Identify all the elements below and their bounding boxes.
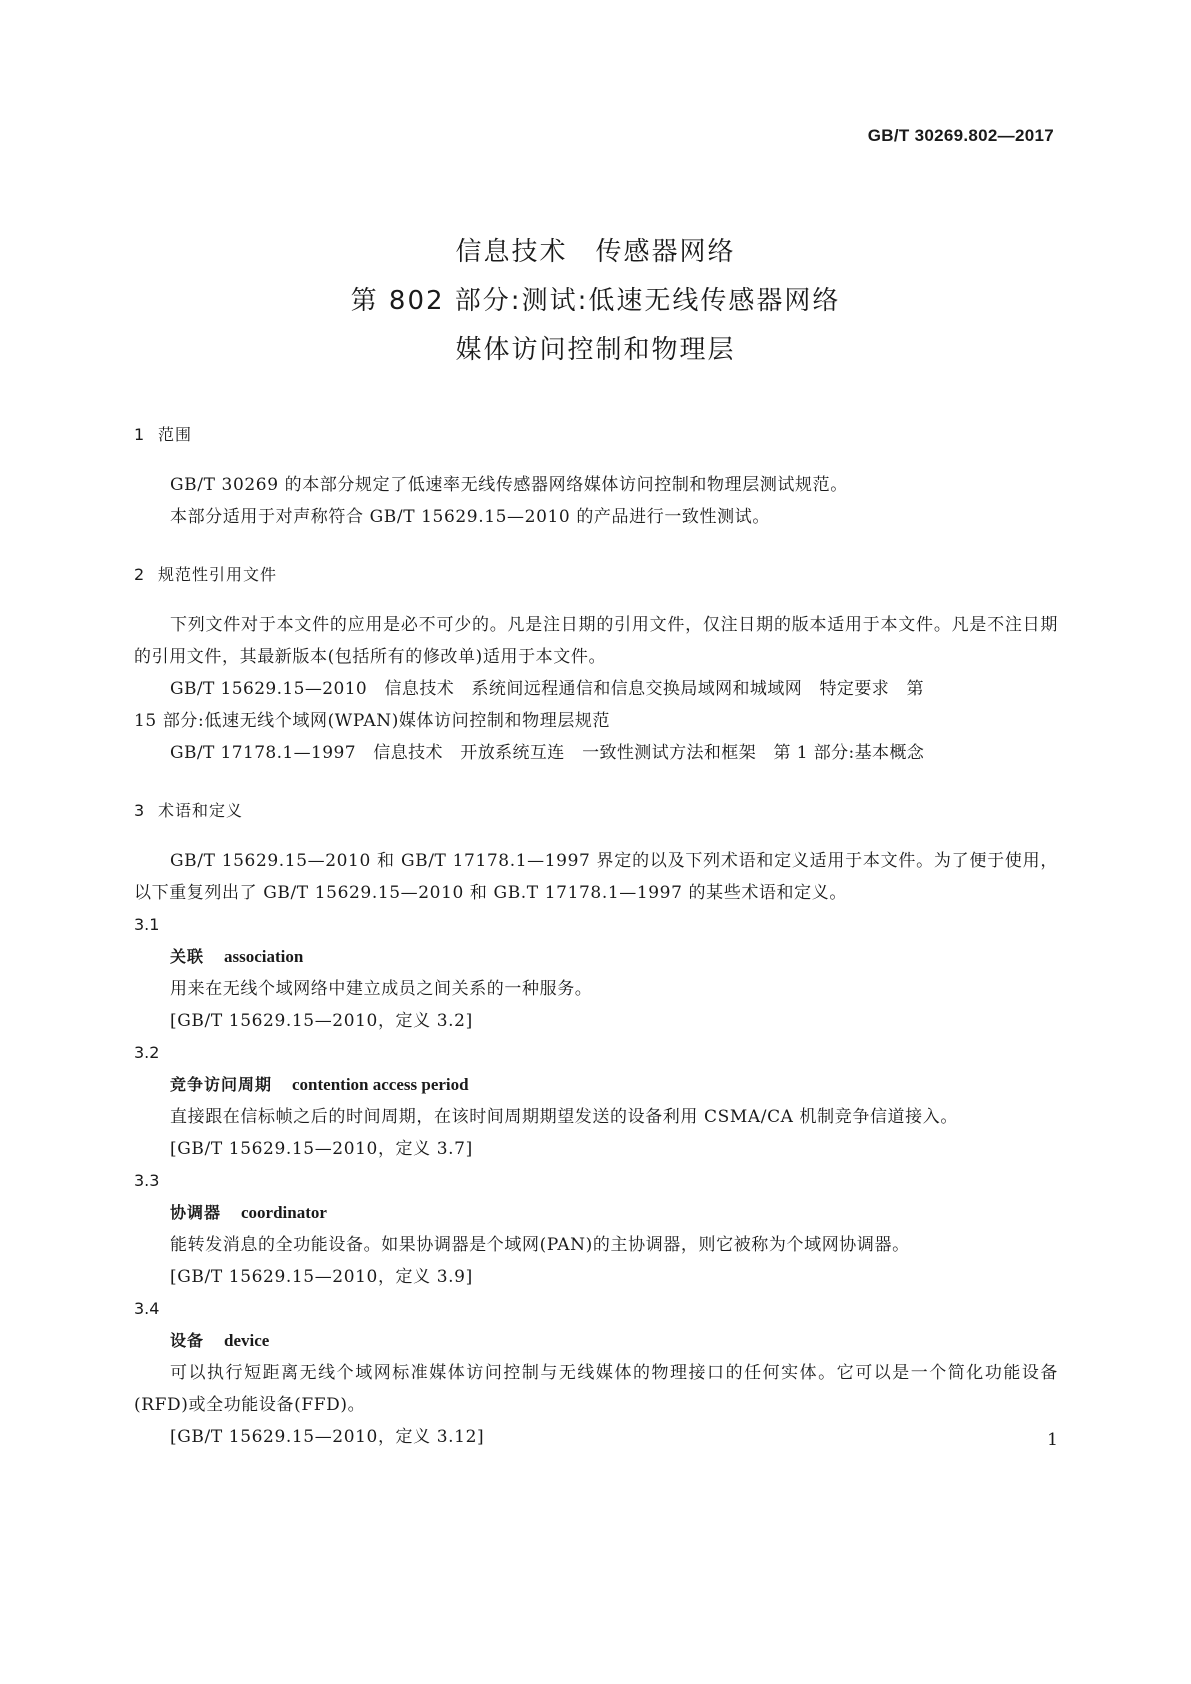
term-name (170, 1197, 1058, 1229)
term-chinese: 协调器 (170, 1203, 222, 1222)
document-title (0, 228, 1191, 375)
term-definition: 可以执行短距离无线个域网标准媒体访问控制与无线媒体的物理接口的任何实体。它可以是一个简化功能设备(RFD)或全功能设备(FFD)。 (134, 1363, 1058, 1415)
section-title: 规范性引用文件 (158, 565, 278, 584)
term-definition: 能转发消息的全功能设备。如果协调器是个域网(PAN)的主协调器，则它被称为个域网协调器。 (170, 1235, 910, 1255)
section-title: 范围 (158, 425, 193, 444)
section-number: 1 (134, 425, 146, 444)
references-intro: 下列文件对于本文件的应用是必不可少的。凡是注日期的引用文件，仅注日期的版本适用于本文件。凡是不注日期的引用文件，其最新版本(包括所有的修改单)适用于本文件。 (134, 615, 1058, 667)
term-definition: 直接跟在信标帧之后的时间周期，在该时间周期期望发送的设备利用 CSMA/CA 机制竞争信道接入。 (170, 1107, 958, 1127)
term-definition: 用来在无线个域网络中建立成员之间关系的一种服务。 (170, 979, 593, 999)
title-line-2: 第 802 部分:测试:低速无线传感器网络 (350, 286, 841, 316)
term-chinese: 设备 (170, 1331, 205, 1350)
term-chinese: 关联 (170, 947, 205, 966)
term-english: association (224, 947, 304, 966)
section-number: 3 (134, 801, 146, 820)
standard-number: GB/T 30269.802—2017 (867, 126, 1054, 145)
term-number: 3.1 (134, 915, 160, 934)
terms-intro: GB/T 15629.15—2010 和 GB/T 17178.1—1997 界定的以及下列术语和定义适用于本文件。为了便于使用，以下重复列出了 GB/T 15629.15—2010 和 GB.T 17178.1—1997 的某些术语和定义。 (134, 851, 1058, 903)
term-number: 3.2 (134, 1043, 160, 1062)
term-source: [GB/T 15629.15—2010，定义 3.9] (170, 1267, 473, 1287)
term-source: [GB/T 15629.15—2010，定义 3.7] (170, 1139, 473, 1159)
section-2-heading (134, 559, 1058, 591)
section-3-heading (134, 795, 1058, 827)
reference-1-line-2: 15 部分:低速无线个域网(WPAN)媒体访问控制和物理层规范 (134, 711, 611, 731)
title-line-1: 信息技术 传感器网络 (455, 237, 736, 267)
term-chinese: 竞争访问周期 (170, 1075, 273, 1094)
title-line-3: 媒体访问控制和物理层 (455, 335, 736, 365)
term-name (170, 1325, 1058, 1357)
term-name (170, 1069, 1058, 1101)
scope-paragraph-1: GB/T 30269 的本部分规定了低速率无线传感器网络媒体访问控制和物理层测试规范。 (170, 475, 848, 495)
term-number: 3.4 (134, 1299, 160, 1318)
term-number: 3.3 (134, 1171, 160, 1190)
page-number: 1 (1047, 1430, 1058, 1450)
reference-1-line-1: GB/T 15629.15—2010 信息技术 系统间远程通信和信息交换局域网和城域网 特定要求 第 (170, 679, 924, 699)
term-name (170, 941, 1058, 973)
reference-2: GB/T 17178.1—1997 信息技术 开放系统互连 一致性测试方法和框架 第 1 部分:基本概念 (170, 743, 925, 763)
scope-paragraph-2: 本部分适用于对声称符合 GB/T 15629.15—2010 的产品进行一致性测试。 (170, 507, 770, 527)
section-number: 2 (134, 565, 146, 584)
section-1-heading (134, 419, 1058, 451)
term-source: [GB/T 15629.15—2010，定义 3.2] (170, 1011, 473, 1031)
term-english: coordinator (241, 1203, 327, 1222)
term-english: contention access period (292, 1075, 469, 1094)
term-source: [GB/T 15629.15—2010，定义 3.12] (170, 1427, 485, 1447)
section-title: 术语和定义 (158, 801, 244, 820)
term-english: device (224, 1331, 270, 1350)
document-body (134, 419, 1058, 1453)
